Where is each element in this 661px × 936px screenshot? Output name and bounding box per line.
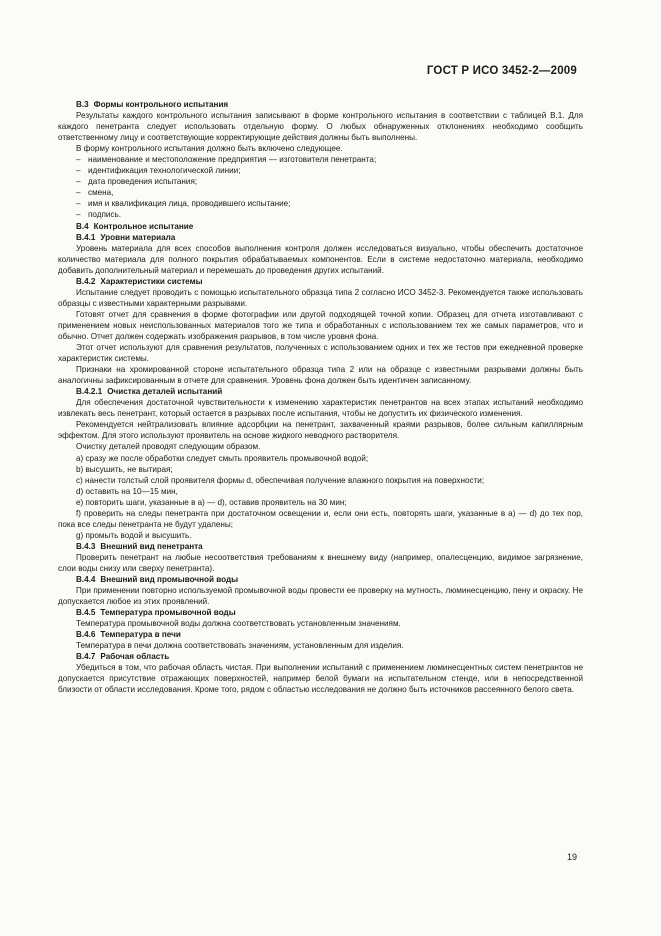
section-heading [58,574,583,585]
section-number: В.4.7 [76,652,96,662]
dash-marker: – [76,177,81,187]
procedure-step: а) сразу же после обработки следует смыть проявитель промывочной водой; [76,453,369,463]
section-title: Уровни материала [100,232,176,242]
section-number: В.4.6 [76,630,96,640]
procedure-step: g) промыть водой и высушить. [76,530,192,540]
section-number: В.4.4 [76,575,96,585]
dash-list-item [58,154,583,165]
dash-list-item [58,209,583,220]
paragraph: Очистку деталей проводят следующим образом. [76,442,261,452]
page-number: 19 [566,852,577,862]
paragraph: Готовят отчет для сравнения в форме фотографии или другой подходящей точной копии. Образец для отчета изготавливают с применением новых неиспользованных материалов того же типа и обработанных с использованием тех же самых параметров, что и обычно. Отчет должен содержать изображения разрывов, в том числе уровня фона. [58,309,583,341]
section-heading [58,386,583,397]
paragraph: Убедиться в том, что рабочая область чистая. При выполнении испытаний с применением люминесцентных систем пенетрантов не допускается присутствие отражающих поверхностей, например белой бумаги на испытательном стенде, или в непосредственной близости от области исследования. Кроме того, рядом с областью исследования не должно быть источников рассеянного белого света. [58,663,583,695]
section-title: Внешний вид пенетранта [100,541,203,551]
paragraph: Результаты каждого контрольного испытания записывают в форме контрольного испытания в соответствии с таблицей В.1. Для каждого пенетранта следует использовать отдельную форму. О любых обнаруженных отклонениях необходимо сообщить ответственному лицу и соответствующие корректирующие действия должны быть выполнены. [58,111,583,143]
dash-marker: – [76,188,81,198]
paragraph: Температура в печи должна соответствовать значениям, установленным для изделия. [76,641,404,651]
paragraph: Уровень материала для всех способов выполнения контроля должен исследоваться визуально, чтобы обеспечить достаточное количество материала для полного покрытия обрабатываемых компонентов. Если в системе недостаточно материала, необходимо добавить дополнительный материал и перемешать до проведения других испытаний. [58,243,583,275]
dash-list-item [58,198,583,209]
section-number: В.4.3 [76,541,96,551]
section-title: Рабочая область [100,652,170,662]
dash-item-text: идентификация технологической линии; [88,166,241,176]
procedure-step: f) проверить на следы пенетранта при достаточном освещении и, если они есть, повторять шаги, указанные в а) — d) до тех пор, пока все следы пенетранта не будут удалены; [58,508,583,529]
section-number: В.4 [76,221,89,231]
section-number: В.4.1 [76,232,96,242]
section-heading [58,607,583,618]
section-number: В.4.2 [76,276,96,286]
dash-marker: – [76,155,81,165]
section-title: Очистка деталей испытаний [107,387,223,397]
section-title: Формы контрольного испытания [93,100,229,109]
document-body [58,99,583,696]
procedure-step: е) повторить шаги, указанные в а) — d), оставив проявитель на 30 мин; [76,497,347,507]
section-heading [58,629,583,640]
section-heading [58,221,583,232]
paragraph: В форму контрольного испытания должно быть включено следующее. [76,144,343,154]
dash-marker: – [76,199,81,209]
paragraph: Признаки на хромированной стороне испытательного образца типа 2 или на образце с известными разрывами должны быть аналогичны зафиксированным в отчете для сравнения. Уровень фона должен быть идентичен записанному. [58,365,583,386]
dash-marker: – [76,210,81,220]
paragraph: Этот отчет используют для сравнения результатов, полученных с использованием одних и тех же тестов при ежедневной проверке характеристик системы. [58,343,583,364]
section-title: Контрольное испытание [93,221,194,231]
paragraph: Рекомендуется нейтрализовать влияние адсорбции на пенетрант, захваченный краями разрывов, более сильным капиллярным эффектом. Для этого используют проявитель на основе жидкого неводного растворителя. [58,420,583,441]
section-heading [58,541,583,552]
dash-item-text: имя и квалификация лица, проводившего испытание; [88,199,291,209]
section-heading [58,651,583,662]
paragraph: Для обеспечения достаточной чувствительности к изменению характеристик пенетрантов на всех этапах испытаний необходимо извлекать весь пенетрант, который остается в разрывах после испытания, чтобы не допустить их физического изменения. [58,398,583,419]
dash-item-text: дата проведения испытания; [88,177,198,187]
dash-list-item [58,187,583,198]
dash-item-text: наименование и местоположение предприятия — изготовителя пенетранта; [88,155,377,165]
dash-list-item [58,176,583,187]
document-header: ГОСТ Р ИСО 3452-2—2009 [426,65,577,77]
section-heading [58,99,583,110]
section-title: Характеристики системы [100,276,203,286]
paragraph: Проверить пенетрант на любые несоответствия требованиям к внешнему виду (например, опалесценцию, видимое загрязнение, слои воды снизу или сверху пенетранта). [58,552,583,573]
procedure-step: d) оставить на 10—15 мин, [76,486,178,496]
section-number: В.4.2.1 [76,387,103,397]
section-number: В.4.5 [76,608,96,618]
section-title: Температура промывочной воды [100,608,236,618]
section-number: В.3 [76,100,89,109]
dash-item-text: смена, [88,188,114,198]
dash-item-text: подпись. [88,210,121,220]
section-heading [58,276,583,287]
paragraph: Испытание следует проводить с помощью испытательного образца типа 2 согласно ИСО 3452-3. Рекомендуется также использовать образцы с известными характерными разрывами. [58,287,583,308]
section-title: Внешний вид промывочной воды [100,575,239,585]
paragraph: Температура промывочной воды должна соответствовать установленным значениям. [76,619,401,629]
dash-marker: – [76,166,81,176]
procedure-step: с) нанести толстый слой проявителя формы d, обеспечивая получение влажного покрытия на поверхности; [76,475,485,485]
procedure-step: b) высушить, не вытирая; [76,464,173,474]
section-title: Температура в печи [100,630,181,640]
section-heading [58,232,583,243]
paragraph: При применении повторно используемой промывочной воды провести ее проверку на мутность, люминесценцию, пену и окраску. Не допускается любое из этих проявлений. [58,586,583,607]
dash-list-item [58,165,583,176]
